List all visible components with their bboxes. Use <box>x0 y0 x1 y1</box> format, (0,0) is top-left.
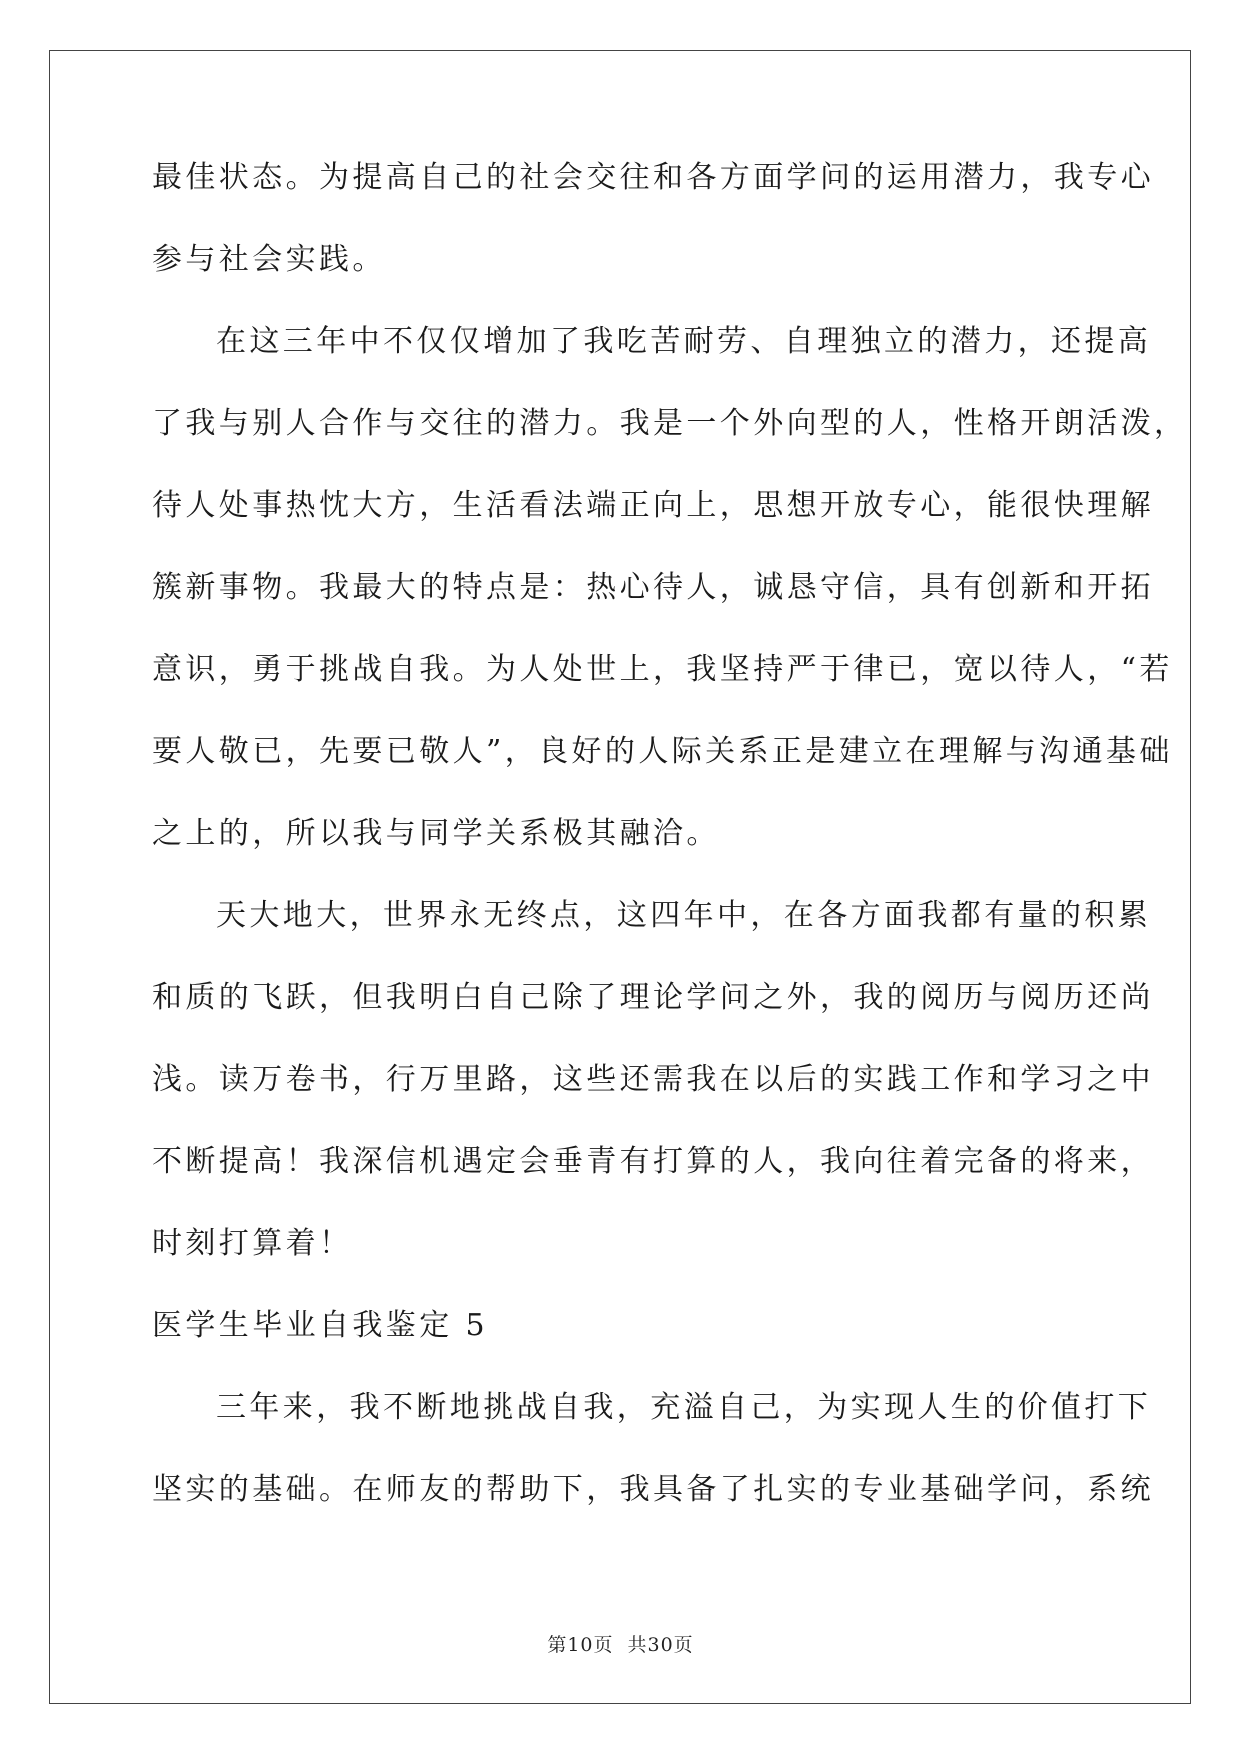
document-body <box>152 158 1188 1552</box>
page-total: 共30页 <box>627 1634 694 1656</box>
paragraph-first-line: 天大地大，世界永无终点，这四年中，在各方面我都有量的积累 <box>216 898 1152 933</box>
text-line: 簇新事物。我最大的特点是：热心待人，诚恳守信，具有创新和开拓 <box>152 570 1154 605</box>
paragraph-first-line: 在这三年中不仅仅增加了我吃苦耐劳、自理独立的潜力，还提高 <box>216 324 1152 359</box>
text-line: 浅。读万卷书，行万里路，这些还需我在以后的实践工作和学习之中 <box>152 1062 1154 1097</box>
text-line: 坚实的基础。在师友的帮助下，我具备了扎实的专业基础学问，系统 <box>152 1472 1154 1507</box>
text-line: 最佳状态。为提高自己的社会交往和各方面学问的运用潜力，我专心 <box>152 160 1154 195</box>
paragraph-first-line: 三年来，我不断地挑战自我，充溢自己，为实现人生的价值打下 <box>216 1390 1152 1425</box>
text-line: 不断提高！我深信机遇定会垂青有打算的人，我向往着完备的将来， <box>152 1144 1154 1179</box>
text-line: 意识，勇于挑战自我。为人处世上，我坚持严于律已，宽以待人，“若 <box>152 652 1173 687</box>
text-line: 时刻打算着！ <box>152 1226 353 1261</box>
page-number: 第10页 <box>547 1634 614 1656</box>
section-heading: 医学生毕业自我鉴定 5 <box>152 1308 489 1343</box>
text-line: 了我与别人合作与交往的潜力。我是一个外向型的人，性格开朗活泼， <box>152 406 1188 441</box>
text-line: 要人敬已，先要已敬人”，良好的人际关系正是建立在理解与沟通基础 <box>152 734 1173 769</box>
text-line: 之上的，所以我与同学关系极其融洽。 <box>152 816 720 851</box>
text-line: 待人处事热忱大方，生活看法端正向上，思想开放专心，能很快理解 <box>152 488 1154 523</box>
text-line: 参与社会实践。 <box>152 242 386 277</box>
page-footer <box>0 1630 1241 1657</box>
text-line: 和质的飞跃，但我明白自己除了理论学问之外，我的阅历与阅历还尚 <box>152 980 1154 1015</box>
